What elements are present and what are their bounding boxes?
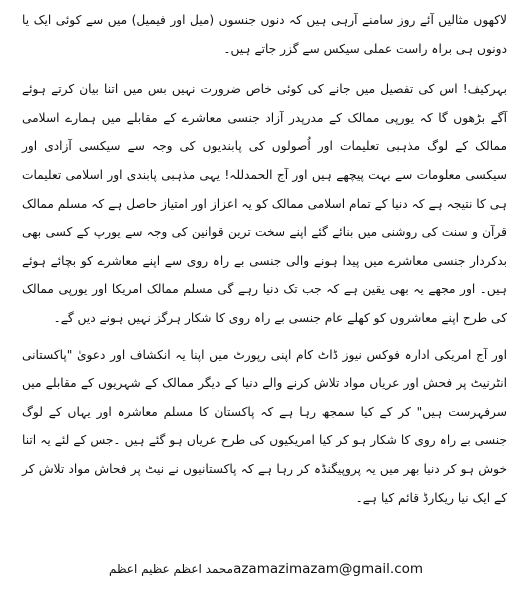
article-paragraph-3: اور آج امریکی ادارہ فوکس نیوز ڈاٹ کام اپنی رپورٹ میں اپنا یہ انکشاف اور دعویٰ "پاکستانی انٹرنیٹ پر فحش اور عریاں مواد تلاش کرنے والے دنیا کے دیگر ممالک کے شہریوں کے مقابلے میں سرفہرست ہیں" کر کے کیا سمجھ رہا ہے کہ پاکستان کا مسلم معاشرہ اور یہاں کے لوگ جنسی بے راہ روی کا شکار ہو کر کیا امریکیوں کی طرح عریاں ہو گئے ہیں ۔جس کے لئے یہ اتنا خوش ہو کر دنیا بھر میں یہ پروپیگنڈہ کر رہا ہے کہ پاکستانیوں نے نیٹ پر فحاش مواد تلاش کر کے ایک نیا ریکارڈ قائم کیا ہے۔ xyxy=(22,347,507,505)
article-paragraph-2: بہرکیف! اس کی تفصیل میں جانے کی کوئی خاص ضرورت نہیں بس میں اتنا بیان کرتے ہوئے آگے بڑھوں گا کہ یورپی ممالک کے مدرپدر آزاد جنسی معاشرے کے مقابلے میں ہمارے اسلامی ممالک کے لوگ مذہبی تعلیمات اور اُصولوں کی پابندیوں کی وجہ سے سیکسی آزادی اور سیکسی معلومات سے بہت پیچھے ہیں اور آج الحمدللہ! یہی مذہبی پابندی اور اسلامی تعلیمات ہی کا نتیجہ ہے کہ دنیا کے تمام اسلامی ممالک کو یہ اعزاز اور امتیاز حاصل ہے کہ مسلم ممالک قرآن و سنت کی روشنی میں بنائے گئے اپنے سخت ترین قوانین کی وجہ سے یورپ کے کسی بھی بدکردار جنسی معاشرے میں پیدا ہونے والی جنسی بے راہ روی سے اپنے معاشرے کو بچائے ہوئے ہیں۔ اور مجھے یہ بھی یقین ہے کہ جب تک دنیا رہے گی مسلم ممالک امریکا اور یورپی ممالک کی طرح اپنے معاشروں کو کھلے عام جنسی بے راہ روی کا شکار ہرگز نہیں ہونے دیں گے۔ xyxy=(22,82,507,325)
article-paragraph-1: لاکھوں مثالیں آئے روز سامنے آرہی ہیں کہ دنوں جنسوں (میل اور فیمیل) میں سے کوئی ایک یا دونوں ہی براہ راست عملی سیکس سے گزر جاتے ہیں۔ xyxy=(22,13,507,56)
author-email: azamazimazam@gmail.com xyxy=(233,561,424,577)
author-signature xyxy=(0,560,529,579)
author-name: محمد اعظم عظیم اعظم xyxy=(108,562,234,576)
